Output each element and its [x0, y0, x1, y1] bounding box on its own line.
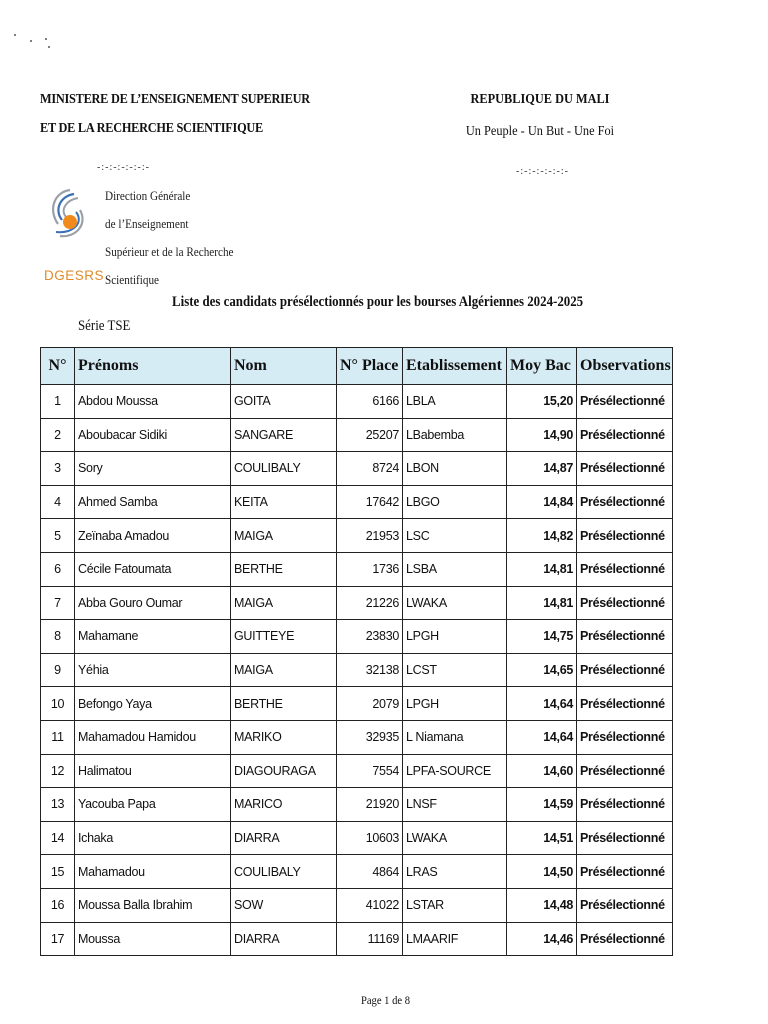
cell-place: 6166: [337, 385, 403, 419]
cell-etablissement: LBabemba: [403, 418, 507, 452]
cell-place: 8724: [337, 452, 403, 486]
cell-prenoms: Yacouba Papa: [75, 788, 231, 822]
cell-observation: Présélectionné: [577, 821, 673, 855]
cell-moy-bac: 14,81: [507, 552, 577, 586]
table-row: [41, 754, 673, 788]
table-row: [41, 418, 673, 452]
cell-nom: MARICO: [231, 788, 337, 822]
cell-nom: GUITTEYE: [231, 620, 337, 654]
cell-moy-bac: 14,60: [507, 754, 577, 788]
table-header-row: [41, 348, 673, 385]
cell-number: 15: [41, 855, 75, 889]
cell-moy-bac: 14,65: [507, 653, 577, 687]
cell-nom: SANGARE: [231, 418, 337, 452]
cell-observation: Présélectionné: [577, 586, 673, 620]
cell-observation: Présélectionné: [577, 888, 673, 922]
cell-observation: Présélectionné: [577, 653, 673, 687]
cell-place: 32138: [337, 653, 403, 687]
cell-moy-bac: 14,81: [507, 586, 577, 620]
table-row: [41, 620, 673, 654]
scan-speck: [30, 40, 32, 42]
cell-place: 7554: [337, 754, 403, 788]
cell-place: 4864: [337, 855, 403, 889]
column-header-nom: Nom: [231, 348, 337, 385]
cell-observation: Présélectionné: [577, 519, 673, 553]
table-row: [41, 922, 673, 956]
cell-prenoms: Abba Gouro Oumar: [75, 586, 231, 620]
republic-title: REPUBLIQUE DU MALI: [470, 92, 610, 107]
ministry-line-2: ET DE LA RECHERCHE SCIENTIFIQUE: [40, 121, 263, 136]
dgesrs-line-2: de l’Enseignement: [105, 216, 189, 231]
cell-etablissement: LSTAR: [403, 888, 507, 922]
cell-place: 10603: [337, 821, 403, 855]
dgesrs-logo-icon: [44, 184, 96, 266]
table-row: [41, 385, 673, 419]
cell-prenoms: Mahamane: [75, 620, 231, 654]
dgesrs-logo-word: DGESRS: [44, 268, 105, 283]
cell-observation: Présélectionné: [577, 552, 673, 586]
cell-number: 11: [41, 720, 75, 754]
cell-observation: Présélectionné: [577, 855, 673, 889]
table-row: [41, 855, 673, 889]
cell-number: 14: [41, 821, 75, 855]
cell-moy-bac: 14,75: [507, 620, 577, 654]
cell-moy-bac: 14,50: [507, 855, 577, 889]
cell-moy-bac: 14,82: [507, 519, 577, 553]
cell-etablissement: LBON: [403, 452, 507, 486]
cell-number: 16: [41, 888, 75, 922]
cell-observation: Présélectionné: [577, 720, 673, 754]
table-row: [41, 485, 673, 519]
cell-number: 12: [41, 754, 75, 788]
cell-prenoms: Sory: [75, 452, 231, 486]
scan-speck: [45, 38, 47, 40]
cell-number: 1: [41, 385, 75, 419]
cell-prenoms: Zeïnaba Amadou: [75, 519, 231, 553]
cell-etablissement: LNSF: [403, 788, 507, 822]
cell-etablissement: LWAKA: [403, 586, 507, 620]
cell-nom: BERTHE: [231, 687, 337, 721]
cell-moy-bac: 14,59: [507, 788, 577, 822]
cell-observation: Présélectionné: [577, 922, 673, 956]
cell-observation: Présélectionné: [577, 418, 673, 452]
dgesrs-line-4: Scientifique: [105, 272, 160, 287]
cell-observation: Présélectionné: [577, 485, 673, 519]
cell-nom: COULIBALY: [231, 452, 337, 486]
column-header-etablissement: Etablissement: [403, 348, 507, 385]
cell-nom: SOW: [231, 888, 337, 922]
ministry-line-1: MINISTERE DE L’ENSEIGNEMENT SUPERIEUR: [40, 92, 310, 107]
cell-etablissement: LBLA: [403, 385, 507, 419]
cell-moy-bac: 14,48: [507, 888, 577, 922]
cell-number: 10: [41, 687, 75, 721]
scan-speck: [48, 46, 50, 48]
cell-nom: MAIGA: [231, 586, 337, 620]
cell-nom: DIAGOURAGA: [231, 754, 337, 788]
table-row: [41, 788, 673, 822]
table-row: [41, 586, 673, 620]
table-row: [41, 452, 673, 486]
cell-moy-bac: 14,46: [507, 922, 577, 956]
dgesrs-line-1: Direction Générale: [105, 188, 191, 203]
cell-place: 2079: [337, 687, 403, 721]
dgesrs-text-block: [105, 186, 234, 290]
cell-moy-bac: 14,84: [507, 485, 577, 519]
cell-prenoms: Ichaka: [75, 821, 231, 855]
cell-prenoms: Ahmed Samba: [75, 485, 231, 519]
cell-number: 13: [41, 788, 75, 822]
cell-etablissement: LRAS: [403, 855, 507, 889]
cell-etablissement: LSC: [403, 519, 507, 553]
candidates-table: [40, 347, 673, 956]
serie-label: Série TSE: [78, 318, 131, 334]
cell-nom: MARIKO: [231, 720, 337, 754]
cell-prenoms: Cécile Fatoumata: [75, 552, 231, 586]
cell-moy-bac: 15,20: [507, 385, 577, 419]
cell-place: 21226: [337, 586, 403, 620]
cell-number: 3: [41, 452, 75, 486]
cell-observation: Présélectionné: [577, 754, 673, 788]
cell-place: 23830: [337, 620, 403, 654]
cell-number: 4: [41, 485, 75, 519]
page-number: Page 1 de 8: [361, 993, 410, 1007]
cell-observation: Présélectionné: [577, 687, 673, 721]
right-decorative-dashes: -:-:-:-:-:-:-: [516, 166, 569, 177]
cell-nom: MAIGA: [231, 653, 337, 687]
cell-number: 2: [41, 418, 75, 452]
cell-nom: GOITA: [231, 385, 337, 419]
table-row: [41, 720, 673, 754]
cell-moy-bac: 14,51: [507, 821, 577, 855]
cell-number: 8: [41, 620, 75, 654]
column-header-place: N° Place: [337, 348, 403, 385]
republic-motto: Un Peuple - Un But - Une Foi: [465, 124, 615, 139]
cell-prenoms: Mahamadou: [75, 855, 231, 889]
cell-place: 17642: [337, 485, 403, 519]
cell-place: 21920: [337, 788, 403, 822]
table-row: [41, 552, 673, 586]
cell-nom: COULIBALY: [231, 855, 337, 889]
cell-prenoms: Yéhia: [75, 653, 231, 687]
table-row: [41, 888, 673, 922]
cell-nom: KEITA: [231, 485, 337, 519]
cell-etablissement: LMAARIF: [403, 922, 507, 956]
cell-nom: DIARRA: [231, 821, 337, 855]
cell-place: 11169: [337, 922, 403, 956]
cell-etablissement: LBGO: [403, 485, 507, 519]
cell-nom: BERTHE: [231, 552, 337, 586]
cell-nom: DIARRA: [231, 922, 337, 956]
cell-etablissement: LCST: [403, 653, 507, 687]
cell-place: 1736: [337, 552, 403, 586]
cell-number: 17: [41, 922, 75, 956]
cell-etablissement: LWAKA: [403, 821, 507, 855]
cell-observation: Présélectionné: [577, 385, 673, 419]
cell-observation: Présélectionné: [577, 620, 673, 654]
cell-place: 21953: [337, 519, 403, 553]
cell-etablissement: LPFA-SOURCE: [403, 754, 507, 788]
cell-prenoms: Befongo Yaya: [75, 687, 231, 721]
table-row: [41, 687, 673, 721]
document-title: Liste des candidats présélectionnés pour les bourses Algériennes 2024-2025: [172, 294, 584, 310]
column-header-prenoms: Prénoms: [75, 348, 231, 385]
cell-observation: Présélectionné: [577, 788, 673, 822]
cell-moy-bac: 14,90: [507, 418, 577, 452]
cell-place: 41022: [337, 888, 403, 922]
cell-number: 6: [41, 552, 75, 586]
cell-place: 25207: [337, 418, 403, 452]
cell-etablissement: LSBA: [403, 552, 507, 586]
column-header-moy-bac: Moy Bac: [507, 348, 577, 385]
cell-prenoms: Abdou Moussa: [75, 385, 231, 419]
table-row: [41, 519, 673, 553]
cell-place: 32935: [337, 720, 403, 754]
cell-prenoms: Aboubacar Sidiki: [75, 418, 231, 452]
cell-moy-bac: 14,64: [507, 687, 577, 721]
table-row: [41, 653, 673, 687]
column-header-observations: Observations: [577, 348, 673, 385]
cell-etablissement: L Niamana: [403, 720, 507, 754]
cell-etablissement: LPGH: [403, 687, 507, 721]
cell-prenoms: Mahamadou Hamidou: [75, 720, 231, 754]
cell-nom: MAIGA: [231, 519, 337, 553]
column-header-number: N°: [41, 348, 75, 385]
cell-prenoms: Moussa Balla Ibrahim: [75, 888, 231, 922]
cell-observation: Présélectionné: [577, 452, 673, 486]
left-decorative-dashes: -:-:-:-:-:-:-: [97, 162, 150, 173]
dgesrs-line-3: Supérieur et de la Recherche: [105, 244, 234, 259]
cell-moy-bac: 14,64: [507, 720, 577, 754]
cell-number: 7: [41, 586, 75, 620]
table-row: [41, 821, 673, 855]
cell-prenoms: Halimatou: [75, 754, 231, 788]
cell-number: 9: [41, 653, 75, 687]
cell-prenoms: Moussa: [75, 922, 231, 956]
cell-moy-bac: 14,87: [507, 452, 577, 486]
cell-etablissement: LPGH: [403, 620, 507, 654]
scan-speck: [14, 34, 16, 36]
cell-number: 5: [41, 519, 75, 553]
